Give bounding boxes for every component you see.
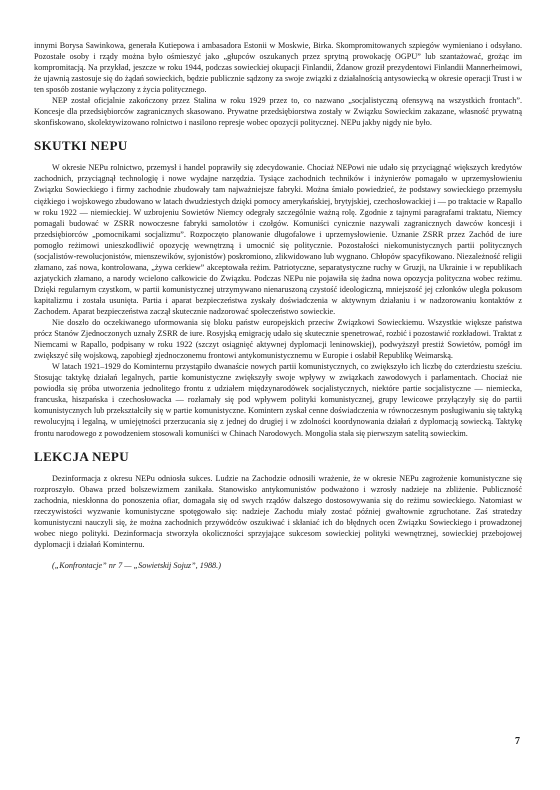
section-lekcja-nepu (34, 473, 522, 571)
section-heading-skutki-nepu: SKUTKI NEPU (34, 138, 128, 154)
source-citation: („Konfrontacje” nr 7 — „Sowietskij Sojuz”, 1988.) (52, 560, 221, 570)
intro-paragraph-1: innymi Borysa Sawinkowa, generała Kutiepowa i ambasadora Estonii w Moskwie, Birka. Skompromitowanych szpiegów wymieniano i odsyłano. Pozostałe osoby i rządy można było ośmieszyć jako „głupców oszukanych przez sprytną prowokację OGPU” lub szantażować, grożąc im kompromitacją. Na przykład, jeszcze w roku 1944, podczas sowieckiej okupacji Finlandii, Żdanow groził prezydentowi Finlandii Mannerheimowi, że ujawnią zastosuje się do żądań sowieckich, będzie publicznie sądzony za swoje związki z działalnością antysowiecką w okresie operacji Trust i w ten sposób zostanie wyłączony z życia politycznego. (34, 41, 522, 95)
intro-block (34, 40, 522, 128)
section1-paragraph-1: W okresie NEPu rolnictwo, przemysł i handel poprawiły się zdecydowanie. Chociaż NEPowi nie udało się przyciągnąć większych kredytów zachodnich, przyciągnął technologię i nowe wydajne narzędzia. Tysiące zachodnich techników i inżynierów pomagało w uprzemysłowieniu Związku Sowieckiego i firmy zachodnie zbudowały tam najważniejsze fabryki. Można śmiało powiedzieć, że podstawy sowieckiego przemysłu ciężkiego i wojskowego zbudowano w latach dwudziestych dzięki pomocy amerykańskiej, brytyjskiej, czechosłowackiej i — po traktacie w Rapallo w roku 1922 — niemieckiej. W uzbrojeniu Sowietów Niemcy odegrały szczególnie ważną rolę. Zgodnie z tajnymi paragrafami traktatu, Niemcy pomagali budować w ZSRR nowoczesne fabryki samolotów i czołgów. Komuniści cynicznie nazywali zagranicznych dawców koncesji i przedsiębiorców „pomocnikami socjalizmu”. Rozpoczęto planowanie długofalowe i uprzemysłowienie. Uznanie ZSRR przez Zachód de iure pomogło reżimowi unieszkodliwić opozycję wewnętrzną i umocnić się politycznie. Pozostałości niekomunistycznych partii politycznych (socjalistów-rewolucjonistów, mienszewików, syjonistów) poskromiono, zlikwidowano lub wygnano. Chłopów spacyfikowano. Niezależność religii złamano, zaś nowa, kontrolowana, „żywa cerkiew” akceptowała reżim. Patriotyczne, separatystyczne ruchy w Gruzji, na Ukrainie i w republikach azjatyckich złamano, a narody wcielono całkowicie do Związku. Podczas NEPu nie pojawiła się żadna nowa opozycja polityczna wobec reżimu. Dzięki regularnym czystkom, w partii komunistycznej utrzymywano nienaruszoną czystość ideologiczną, mniejszość jej członków uległa pokusom kapitalizmu i została usunięta. Partia i aparat bezpieczeństwa zyskały doświadczenia w aktywnym działaniu i w nadzorowaniu kontaktów z Zachodem. Aparat bezpieczeństwa zaczął skutecznie nadzorować społeczeństwo sowieckie. (34, 163, 522, 316)
section-heading-lekcja-nepu: LEKCJA NEPU (34, 448, 130, 464)
section1-paragraph-2: Nie doszło do oczekiwanego uformowania się bloku państw europejskich przeciw Związkowi Sowieckiemu. Wszystkie większe państwa prócz Stanów Zjednoczonych uznały ZSRR de iure. Rosyjską emigrację udało się skutecznie spenetrować, rozbić i pozostawić rozkładowi. Traktat z Niemcami w Rapallo, podpisany w roku 1922 (szczyt osiągnięć aktywnej dyplomacji leninowskiej), podwyższył prestiż Sowietów, pomógł im zwiększyć siłę wojskową, zapobiegł zjednoczonemu frontowi antykomunistycznemu w Europie i osłabił Republikę Weimarską. (34, 318, 522, 361)
page-number: 7 (515, 736, 520, 747)
intro-paragraph-2: NEP został oficjalnie zakończony przez Stalina w roku 1929 przez to, co nazwano „socjalistyczną ofensywą na wszystkich frontach”. Koncesje dla przedsiębiorców zagranicznych skasowano. Prywatne przedsiębiorstwa zostały w Związku Sowieckim zakazane, własność prywatną skonfiskowano, skolektywizowano rolnictwo i nasilono represje wobec opozycji politycznej. NEPu jakby nigdy nie było. (34, 96, 522, 128)
section1-paragraph-3: W latach 1921–1929 do Kominternu przystąpiło dwanaście nowych partii komunistycznych, co zwiększyło ich liczbę do czterdziestu sześciu. Stosując taktykę działań legalnych, partie komunistyczne zwiększyły swoje wpływy w związkach zawodowych i parlamentach. Chociaż nie powiodła się próba utworzenia jednolitego frontu z udziałem międzynarodówek socjalistycznych, niektóre partie socjalistyczne — niemiecka, francuska, hiszpańska i czechosłowacka — rozłamały się pod wpływem polityki komunistycznej, grupy lewicowe przyłączyły się do partii komunistycznych lub przekształciły się w partie komunistyczne. Komintern zyskał cenne doświadczenia w równoczesnym posługiwaniu się taktyką rewolucyjną i legalną, w umiejętności przerzucania się z jednej do drugiej i w zdolności koordynowania działań z dyplomacją sowiecką. Taktykę frontu narodowego z powodzeniem stosowali komuniści w Chinach Narodowych. Mongolia stała się pierwszym satelitą sowieckim. (34, 362, 522, 438)
section2-paragraph-1: Dezinformacja z okresu NEPu odniosła sukces. Ludzie na Zachodzie odnosili wrażenie, że w okresie NEPu zagrożenie komunistyczne się rozproszyło. Obawa przed bolszewizmem zanikała. Stanowisko antykomunistów podważono i wzrosły nadzieje na zbliżenie. Publiczność zachodnia, nieskłonna do ponoszenia ofiar, domagała się od swych rządów dalszego dostosowywania się do reżimu sowieckiego. Natomiast w rzeczywistości wyzwanie komunistyczne spotęgowało się: nadzieje Zachodu miały zostać później gwałtownie zgruchotane. Zaś stratedzy komunistyczni nauczyli się, że można zachodnich przywódców oszukiwać i skłaniać ich do błędnych ocen Związku Sowieckiego i prowadzonej wobec niego polityki. Dezinformacja stworzyła okoliczności sprzyjające sukcesom sowieckiej polityki wewnętrznej, sowieckiej przebojowej dyplomacji i działań Kominternu. (34, 473, 522, 549)
section-skutki-nepu (34, 162, 522, 438)
